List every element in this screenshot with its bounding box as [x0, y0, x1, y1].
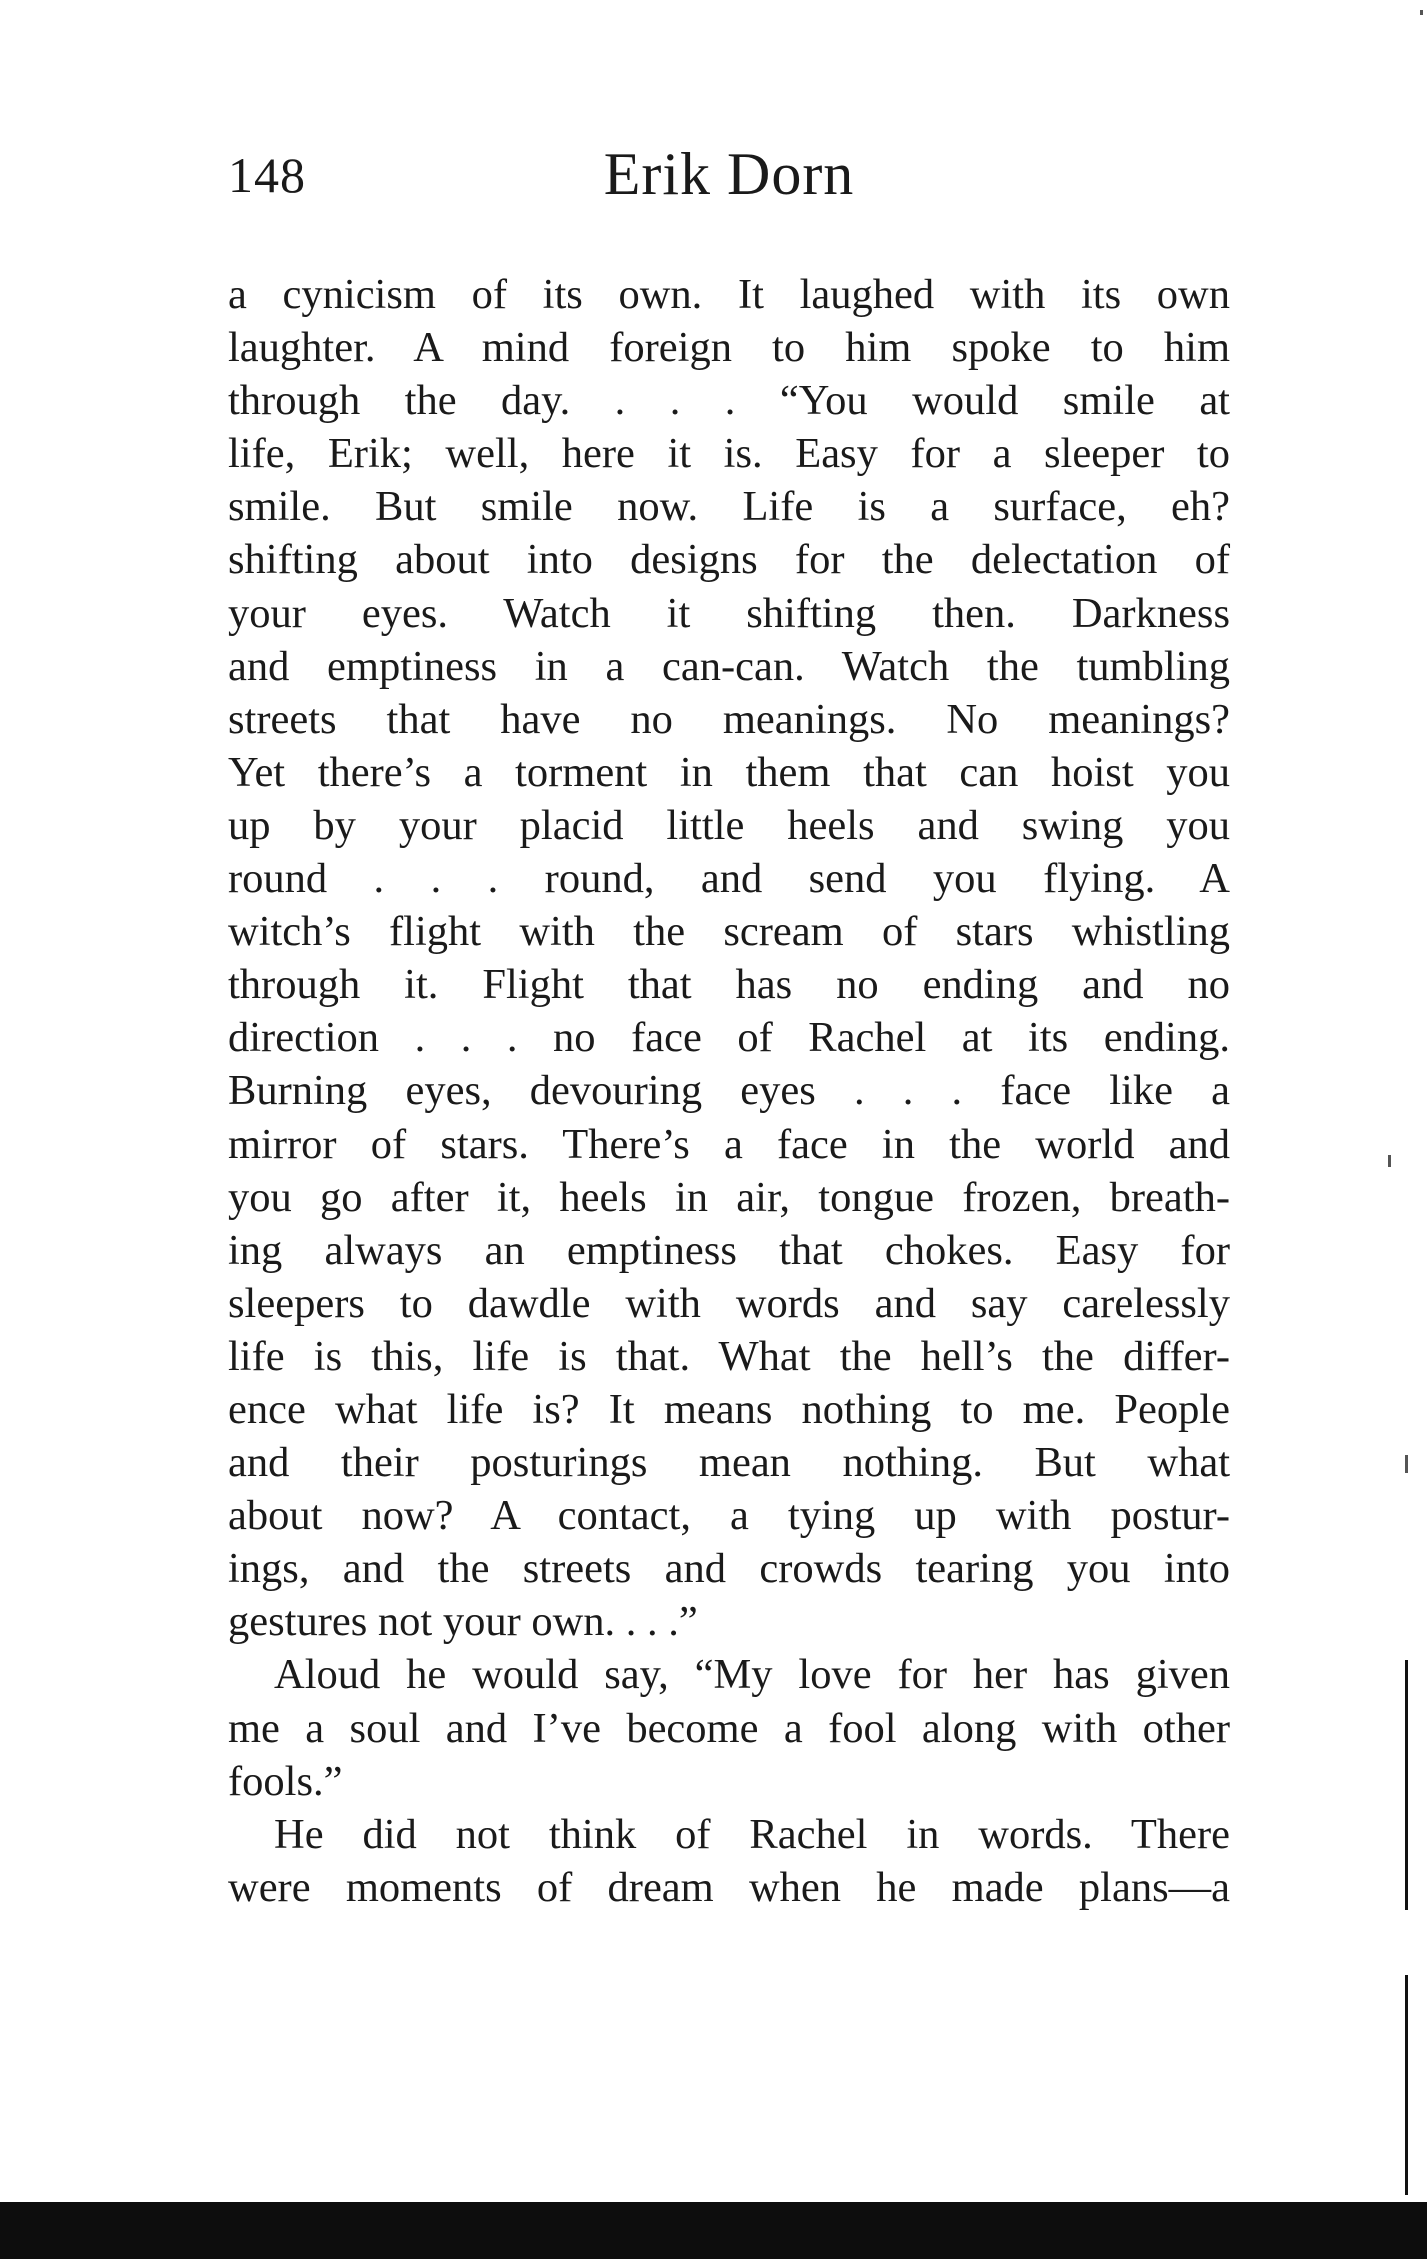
text-line: through the day. . . . “You would smile at: [228, 377, 1230, 425]
text-line: Burning eyes, devouring eyes . . . face like a: [228, 1067, 1230, 1115]
book-title: Erik Dorn: [603, 141, 855, 207]
page-number: 148: [228, 147, 306, 203]
text-line: Aloud he would say, “My love for her has given: [274, 1651, 1230, 1699]
text-line: up by your placid little heels and swing you: [228, 801, 1230, 849]
text-line: were moments of dream when he made plans—a: [228, 1863, 1230, 1911]
text-line: life is this, life is that. What the hell’s the differ-: [228, 1332, 1230, 1380]
scan-speck: [1388, 1155, 1391, 1167]
text-line: laughter. A mind foreign to him spoke to him: [228, 324, 1230, 372]
text-line: ings, and the streets and crowds tearing you into: [228, 1545, 1230, 1593]
text-line: streets that have no meanings. No meanings?: [228, 695, 1230, 743]
scan-border-bar: [0, 2202, 1427, 2259]
text-line: you go after it, heels in air, tongue frozen, breath-: [228, 1173, 1230, 1221]
text-line: mirror of stars. There’s a face in the world and: [228, 1120, 1230, 1168]
text-line: ing always an emptiness that chokes. Easy for: [228, 1226, 1230, 1274]
text-line: a cynicism of its own. It laughed with its own: [228, 271, 1230, 318]
text-line: round . . . round, and send you flying. A: [228, 855, 1230, 903]
scan-edge-mark: [1405, 1975, 1408, 2195]
text-line: about now? A contact, a tying up with postur-: [228, 1492, 1230, 1540]
scan-edge-mark: [1405, 1660, 1408, 1910]
text-line: life, Erik; well, here it is. Easy for a sleeper to: [228, 430, 1230, 478]
text-line: and their posturings mean nothing. But what: [228, 1439, 1230, 1487]
text-line: gestures not your own. . . .”: [228, 1598, 698, 1646]
text-line: fools.”: [228, 1757, 343, 1805]
text-line: me a soul and I’ve become a fool along with other: [228, 1704, 1230, 1752]
text-line: witch’s flight with the scream of stars whistling: [228, 908, 1230, 956]
running-head: [228, 140, 1230, 220]
text-line: sleepers to dawdle with words and say carelessly: [228, 1279, 1230, 1327]
text-line: direction . . . no face of Rachel at its ending.: [228, 1014, 1230, 1062]
text-line: Yet there’s a torment in them that can hoist you: [228, 748, 1230, 796]
text-line: your eyes. Watch it shifting then. Darkness: [228, 589, 1230, 637]
scan-speck: [1405, 1455, 1408, 1473]
text-line: through it. Flight that has no ending and no: [228, 961, 1230, 1009]
scan-speck: [1420, 10, 1423, 15]
text-line: He did not think of Rachel in words. There: [274, 1810, 1230, 1858]
text-line: smile. But smile now. Life is a surface, eh?: [228, 483, 1230, 531]
text-line: shifting about into designs for the delectation of: [228, 536, 1230, 584]
text-line: ence what life is? It means nothing to me. People: [228, 1385, 1230, 1433]
body-text: [228, 268, 1230, 1914]
text-line: and emptiness in a can-can. Watch the tumbling: [228, 642, 1230, 690]
